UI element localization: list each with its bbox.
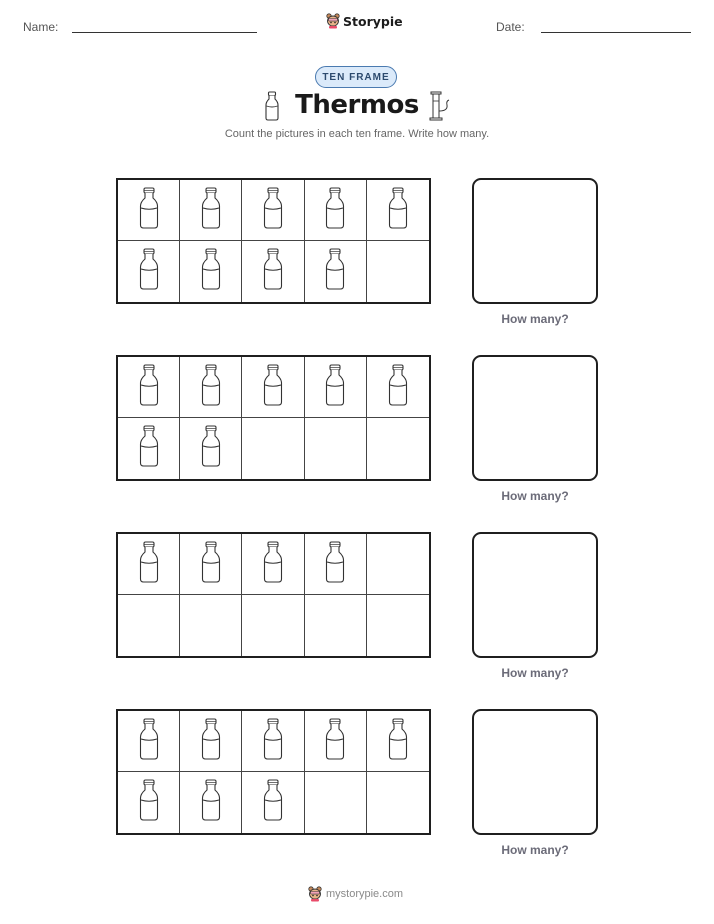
- ten-frame-cell: [367, 357, 429, 418]
- footer-url: mystorypie.com: [326, 888, 404, 900]
- ten-frame-cell: [118, 711, 180, 772]
- how-many-label: How many?: [501, 489, 569, 503]
- milk-bottle-icon: [264, 91, 280, 126]
- ten-frame-cell: [242, 418, 304, 479]
- how-many-label: How many?: [501, 666, 569, 680]
- worksheet-type-badge: TEN FRAME: [315, 66, 397, 88]
- milk-bottle-icon: [138, 541, 160, 588]
- ten-frame-cell: [180, 357, 242, 418]
- answer-box[interactable]: [472, 178, 598, 304]
- milk-bottle-icon: [262, 187, 284, 234]
- how-many-label: How many?: [501, 843, 569, 857]
- answer-box[interactable]: [472, 355, 598, 481]
- answer-box[interactable]: [472, 532, 598, 658]
- milk-bottle-icon: [200, 364, 222, 411]
- ten-frame-cell: [305, 241, 367, 302]
- ten-frame-cell: [367, 595, 429, 656]
- brand-name: Storypie: [343, 13, 403, 29]
- milk-bottle-icon: [324, 718, 346, 765]
- ten-frame-cell: [118, 595, 180, 656]
- milk-bottle-icon: [200, 187, 222, 234]
- footer: [308, 886, 403, 902]
- milk-bottle-icon: [387, 364, 409, 411]
- ten-frame-cell: [180, 595, 242, 656]
- answer-box[interactable]: [472, 709, 598, 835]
- ten-frame-cell: [305, 418, 367, 479]
- ten-frame-cell: [305, 711, 367, 772]
- ten-frame-cell: [367, 772, 429, 833]
- name-label: Name:: [23, 20, 59, 34]
- milk-bottle-icon: [262, 248, 284, 295]
- ten-frame-cell: [180, 534, 242, 595]
- instructions: Count the pictures in each ten frame. Write how many.: [224, 128, 490, 140]
- ten-frame-cell: [118, 241, 180, 302]
- milk-bottle-icon: [262, 364, 284, 411]
- ten-frame-cell: [242, 595, 304, 656]
- milk-bottle-icon: [200, 541, 222, 588]
- ten-frame-cell: [367, 534, 429, 595]
- ten-frame: [116, 178, 431, 304]
- milk-bottle-icon: [138, 779, 160, 826]
- milk-bottle-icon: [387, 718, 409, 765]
- milk-bottle-icon: [138, 364, 160, 411]
- milk-bottle-icon: [324, 187, 346, 234]
- milk-bottle-icon: [138, 248, 160, 295]
- milk-bottle-icon: [262, 718, 284, 765]
- ten-frame: [116, 355, 431, 481]
- milk-bottle-icon: [138, 425, 160, 472]
- ten-frame-cell: [305, 534, 367, 595]
- ten-frame: [116, 709, 431, 835]
- ten-frame-cell: [118, 180, 180, 241]
- milk-bottle-icon: [200, 779, 222, 826]
- ten-frame-cell: [367, 180, 429, 241]
- storypie-logo-icon: [326, 13, 340, 29]
- ten-frame-cell: [242, 241, 304, 302]
- milk-bottle-icon: [387, 187, 409, 234]
- ten-frame-cell: [305, 180, 367, 241]
- storypie-logo: [326, 13, 403, 29]
- milk-bottle-icon: [138, 187, 160, 234]
- how-many-label: How many?: [501, 312, 569, 326]
- ten-frame-cell: [180, 711, 242, 772]
- milk-bottle-icon: [324, 248, 346, 295]
- ten-frame-cell: [118, 357, 180, 418]
- name-line[interactable]: [72, 32, 257, 33]
- milk-bottle-icon: [200, 718, 222, 765]
- ten-frame-cell: [305, 595, 367, 656]
- page-title: Thermos: [295, 90, 419, 120]
- storypie-logo-icon: [308, 886, 322, 902]
- date-line[interactable]: [541, 32, 691, 33]
- ten-frame-cell: [367, 241, 429, 302]
- milk-bottle-icon: [262, 541, 284, 588]
- ten-frame-cell: [180, 772, 242, 833]
- ten-frame: [116, 532, 431, 658]
- ten-frame-cell: [242, 357, 304, 418]
- thermos-icon: [428, 91, 452, 126]
- date-label: Date:: [496, 20, 525, 34]
- milk-bottle-icon: [262, 779, 284, 826]
- ten-frame-cell: [305, 772, 367, 833]
- ten-frame-cell: [367, 418, 429, 479]
- milk-bottle-icon: [200, 425, 222, 472]
- ten-frame-cell: [118, 534, 180, 595]
- ten-frame-cell: [242, 534, 304, 595]
- ten-frame-cell: [118, 418, 180, 479]
- ten-frame-cell: [180, 418, 242, 479]
- milk-bottle-icon: [200, 248, 222, 295]
- milk-bottle-icon: [324, 364, 346, 411]
- ten-frame-cell: [242, 711, 304, 772]
- ten-frame-cell: [305, 357, 367, 418]
- milk-bottle-icon: [138, 718, 160, 765]
- milk-bottle-icon: [324, 541, 346, 588]
- ten-frame-cell: [242, 772, 304, 833]
- ten-frame-cell: [242, 180, 304, 241]
- ten-frame-cell: [118, 772, 180, 833]
- ten-frame-cell: [367, 711, 429, 772]
- ten-frame-cell: [180, 241, 242, 302]
- ten-frame-cell: [180, 180, 242, 241]
